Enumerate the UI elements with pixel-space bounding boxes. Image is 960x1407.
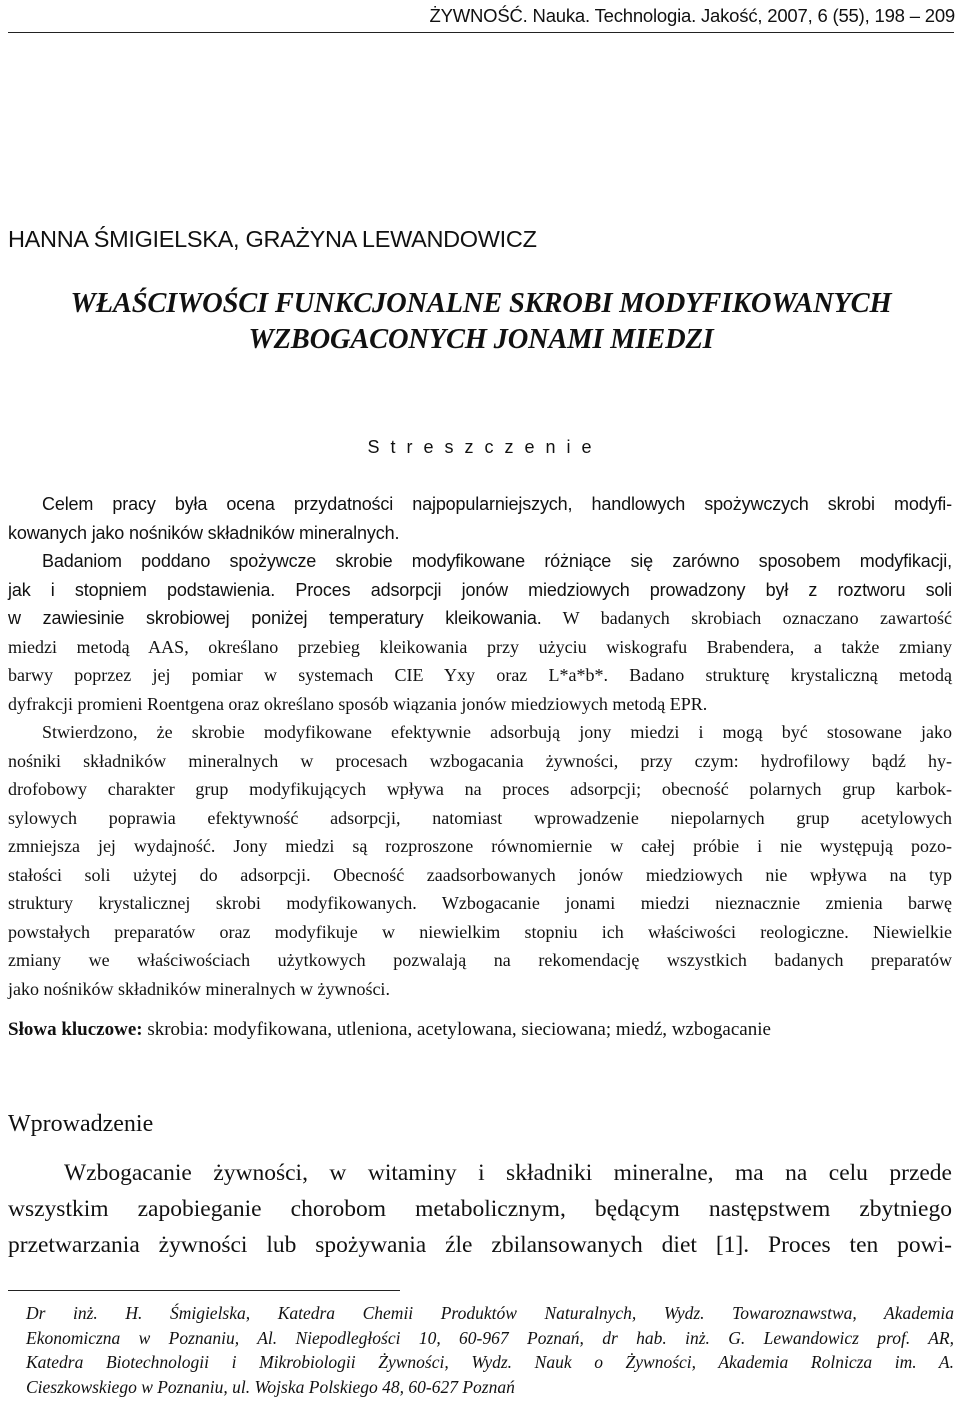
keywords-label: Słowa kluczowe:: [8, 1019, 143, 1040]
keywords: [8, 1017, 954, 1043]
abstract-line: zmniejsza jej wydajność. Jony miedzi są rozproszone równomiernie w całej próbie i nie występują pozo-: [8, 836, 952, 856]
header-rule: [8, 32, 954, 33]
abstract-line: powstałych preparatów oraz modyfikuje w niewielkim stopniu ich właściwości reologiczne. Niewielkie: [8, 921, 952, 942]
intro-line: wszystkim zapobieganie chorobom metabolicznym, będącym następstwem zbytniego: [8, 1196, 952, 1222]
abstract-line: W badanych skrobiach oznaczano zawartość: [541, 608, 952, 628]
abstract-line-mixed: [8, 604, 952, 633]
abstract-line: Celem pracy była ocena przydatności najpopularniejszych, handlowych spożywczych skrobi modyfi-: [42, 494, 952, 514]
title-line-2: WZBOGACONYCH JONAMI MIEDZI: [248, 324, 714, 355]
footnote-line: Cieszkowskiego w Poznaniu, ul. Wojska Polskiego 48, 60-627 Poznań: [26, 1376, 515, 1397]
abstract-line: dyfrakcji promieni Roentgena oraz określano sposób wiązania jonów miedziowych metodą EPR.: [8, 693, 708, 714]
abstract-line: barwy poprzez jej pomiar w systemach CIE Yxy oraz L*a*b*. Badano strukturę krystaliczną metodą: [8, 665, 952, 685]
keywords-text: skrobia: modyfikowana, utleniona, acetylowana, sieciowana; miedź, wzbogacanie: [142, 1019, 771, 1040]
abstract-line: Stwierdzono, że skrobie modyfikowane efektywnie adsorbują jony miedzi i mogą być stosowane jako: [42, 722, 952, 742]
footnote-rule: [8, 1290, 400, 1291]
abstract-line: zmiany we właściwościach użytkowych pozwalają na rekomendację wszystkich badanych preparatów: [8, 950, 952, 970]
abstract-line: drofobowy charakter grup modyfikujących wpływa na proces adsorpcji; obecność polarnych grup karbok-: [8, 779, 952, 799]
intro-line: Wzbogacanie żywności, w witaminy i składniki mineralne, ma na celu przede: [64, 1160, 952, 1186]
abstract-line: miedzi metodą AAS, określano przebieg kleikowania przy użyciu wiskografu Brabendera, a także zmiany: [8, 636, 952, 657]
abstract-line: sylowych poprawia efektywność adsorpcji, natomiast wprowadzenie niepolarnych grup acetylowych: [8, 807, 952, 828]
running-header: ŻYWNOŚĆ. Nauka. Technologia. Jakość, 2007, 6 (55), 198 – 209: [429, 5, 955, 26]
article-title: [8, 286, 954, 358]
abstract-line: jak i stopniem podstawienia. Proces adsorpcji jonów miedziowych prowadzony był z roztworu soli: [8, 579, 952, 600]
abstract-line: stałości soli użytej do adsorpcji. Obecność zaadsorbowanych jonów miedziowych nie wpływa na typ: [8, 864, 952, 885]
abstract-body: [8, 490, 952, 1003]
footnote-line: Dr inż. H. Śmigielska, Katedra Chemii Produktów Naturalnych, Wydz. Towaroznawstwa, Akademia: [26, 1303, 954, 1323]
abstract-line: kowanych jako nośników składników mineralnych.: [8, 522, 400, 543]
abstract-line: jako nośników składników mineralnych w żywności.: [8, 978, 390, 999]
authors: HANNA ŚMIGIELSKA, GRAŻYNA LEWANDOWICZ: [8, 226, 537, 252]
footnote-line: Katedra Biotechnologii i Mikrobiologii Żywności, Wydz. Nauk o Żywności, Akademia Rolnicza im. A.: [26, 1352, 954, 1372]
abstract-heading: S t r e s z c z e n i e: [367, 437, 595, 457]
intro-line: przetwarzania żywności lub spożywania źle zbilansowanych diet [1]. Proces ten powi-: [8, 1232, 952, 1258]
footnote: [26, 1301, 954, 1399]
abstract-line: nośniki składników mineralnych w procesach wzbogacania żywności, przy czym: hydrofilowy bądź hy-: [8, 750, 952, 771]
section-heading: Wprowadzenie: [8, 1111, 154, 1137]
title-line-1: WŁAŚCIWOŚCI FUNKCJONALNE SKROBI MODYFIKOWANYCH: [70, 288, 892, 319]
introduction-body: [8, 1155, 952, 1263]
footnote-line: Ekonomiczna w Poznaniu, Al. Niepodległości 10, 60-967 Poznań, dr hab. inż. G. Lewandowicz prof. AR,: [26, 1327, 954, 1348]
abstract-line: struktury krystalicznej skrobi modyfikowanych. Wzbogacanie jonami miedzi nieznacznie zmienia barwę: [8, 893, 952, 913]
abstract-line: Badaniom poddano spożywcze skrobie modyfikowane różniące się zarówno sposobem modyfikacji,: [42, 551, 952, 571]
abstract-line: w zawiesinie skrobiowej poniżej temperatury kleikowania.: [8, 608, 542, 628]
